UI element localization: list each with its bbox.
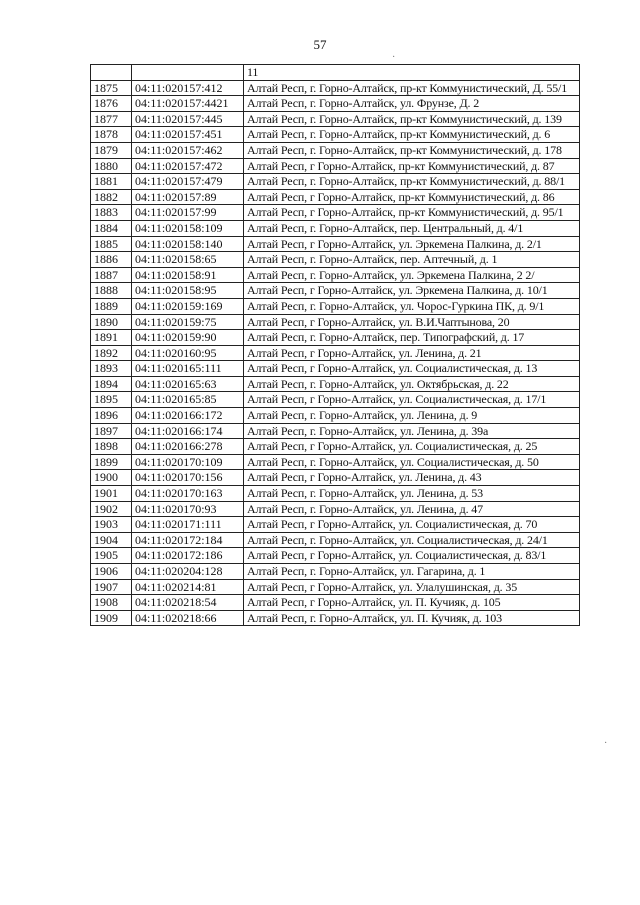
row-number: 1903 bbox=[91, 517, 132, 533]
row-number: 1887 bbox=[91, 267, 132, 283]
table-row bbox=[91, 158, 580, 174]
address: Алтай Респ, г. Горно-Алтайск, пр-кт Коммунистический, д. 88/1 bbox=[244, 174, 580, 190]
row-number: 1896 bbox=[91, 408, 132, 424]
table-row bbox=[91, 564, 580, 580]
address: Алтай Респ, г Горно-Алтайск, ул. Социалистическая, д. 25 bbox=[244, 439, 580, 455]
table-row bbox=[91, 174, 580, 190]
table-row bbox=[91, 298, 580, 314]
cadastral-number: 04:11:020158:91 bbox=[132, 267, 244, 283]
row-number: 1885 bbox=[91, 236, 132, 252]
row-number: 1882 bbox=[91, 189, 132, 205]
row-number: 1907 bbox=[91, 579, 132, 595]
cadastral-number: 04:11:020170:109 bbox=[132, 454, 244, 470]
address: Алтай Респ, г Горно-Алтайск, ул. Ленина, д. 21 bbox=[244, 345, 580, 361]
address: Алтай Респ, г. Горно-Алтайск, ул. Социалистическая, д. 24/1 bbox=[244, 532, 580, 548]
cadastral-number: 04:11:020166:172 bbox=[132, 408, 244, 424]
table-row bbox=[91, 376, 580, 392]
row-number: 1904 bbox=[91, 532, 132, 548]
cadastral-number: 04:11:020165:85 bbox=[132, 392, 244, 408]
table-row bbox=[91, 205, 580, 221]
row-number: 1892 bbox=[91, 345, 132, 361]
address: Алтай Респ, г. Горно-Алтайск, пр-кт Коммунистический, д. 139 bbox=[244, 111, 580, 127]
table-row bbox=[91, 314, 580, 330]
cadastral-number: 04:11:020158:95 bbox=[132, 283, 244, 299]
cadastral-number: 04:11:020158:109 bbox=[132, 220, 244, 236]
table-row bbox=[91, 392, 580, 408]
address: Алтай Респ, г Горно-Алтайск, пр-кт Коммунистический, д. 86 bbox=[244, 189, 580, 205]
cadastral-number: 04:11:020218:66 bbox=[132, 610, 244, 626]
address: Алтай Респ, г. Горно-Алтайск, ул. Ленина, д. 39а bbox=[244, 423, 580, 439]
table-row bbox=[91, 548, 580, 564]
row-number: 1906 bbox=[91, 564, 132, 580]
table-row bbox=[91, 267, 580, 283]
cadastral-number: 04:11:020157:89 bbox=[132, 189, 244, 205]
scan-speck: · bbox=[392, 52, 396, 63]
cadastral-number: 04:11:020159:169 bbox=[132, 298, 244, 314]
address: Алтай Респ, г Горно-Алтайск, ул. Улалушинская, д. 35 bbox=[244, 579, 580, 595]
address: Алтай Респ, г Горно-Алтайск, ул. Социалистическая, д. 70 bbox=[244, 517, 580, 533]
cadastral-number: 04:11:020172:184 bbox=[132, 532, 244, 548]
table-row bbox=[91, 408, 580, 424]
table-row bbox=[91, 439, 580, 455]
row-number: 1902 bbox=[91, 501, 132, 517]
address: Алтай Респ, г Горно-Алтайск, ул. Социалистическая, д. 17/1 bbox=[244, 392, 580, 408]
table-row bbox=[91, 220, 580, 236]
row-number: 1893 bbox=[91, 361, 132, 377]
address: Алтай Респ, г. Горно-Алтайск, пер. Аптечный, д. 1 bbox=[244, 252, 580, 268]
cadastral-number: 04:11:020218:54 bbox=[132, 595, 244, 611]
table-row bbox=[91, 486, 580, 502]
cadastral-number: 04:11:020158:140 bbox=[132, 236, 244, 252]
row-number: 1875 bbox=[91, 80, 132, 96]
cadastral-number: 04:11:020170:156 bbox=[132, 470, 244, 486]
address: Алтай Респ, г Горно-Алтайск, ул. Ленина, д. 43 bbox=[244, 470, 580, 486]
table-row bbox=[91, 454, 580, 470]
row-number: 1881 bbox=[91, 174, 132, 190]
table-row bbox=[91, 345, 580, 361]
cadastral-number: 04:11:020166:278 bbox=[132, 439, 244, 455]
address: Алтай Респ, г. Горно-Алтайск, ул. Ленина, д. 47 bbox=[244, 501, 580, 517]
table-row bbox=[91, 361, 580, 377]
table-row bbox=[91, 189, 580, 205]
address: Алтай Респ, г. Горно-Алтайск, ул. П. Кучияк, д. 103 bbox=[244, 610, 580, 626]
table-row bbox=[91, 610, 580, 626]
address: Алтай Респ, г. Горно-Алтайск, пр-кт Коммунистический, Д. 55/1 bbox=[244, 80, 580, 96]
table-row bbox=[91, 532, 580, 548]
table-row bbox=[91, 423, 580, 439]
page-number: 57 bbox=[313, 37, 327, 52]
address: Алтай Респ, г. Горно-Алтайск, пр-кт Коммунистический, д. 6 bbox=[244, 127, 580, 143]
address: Алтай Респ, г. Горно-Алтайск, ул. Чорос-Гуркина ПК, д. 9/1 bbox=[244, 298, 580, 314]
row-number bbox=[91, 65, 132, 81]
address: Алтай Респ, г. Горно-Алтайск, ул. Гагарина, д. 1 bbox=[244, 564, 580, 580]
row-number: 1889 bbox=[91, 298, 132, 314]
table-row bbox=[91, 330, 580, 346]
address: Алтай Респ, г. Горно-Алтайск, пр-кт Коммунистический, д. 178 bbox=[244, 142, 580, 158]
table-row bbox=[91, 236, 580, 252]
address: Алтай Респ, г. Горно-Алтайск, ул. Октябрьская, д. 22 bbox=[244, 376, 580, 392]
row-number: 1908 bbox=[91, 595, 132, 611]
table-row bbox=[91, 65, 580, 81]
cadastral-number: 04:11:020166:174 bbox=[132, 423, 244, 439]
table-row bbox=[91, 470, 580, 486]
row-number: 1879 bbox=[91, 142, 132, 158]
row-number: 1880 bbox=[91, 158, 132, 174]
row-number: 1899 bbox=[91, 454, 132, 470]
address: Алтай Респ, г. Горно-Алтайск, пер. Центральный, д. 4/1 bbox=[244, 220, 580, 236]
row-number: 1878 bbox=[91, 127, 132, 143]
cadastral-number: 04:11:020170:93 bbox=[132, 501, 244, 517]
cadastral-number: 04:11:020157:4421 bbox=[132, 96, 244, 112]
row-number: 1895 bbox=[91, 392, 132, 408]
cadastral-number: 04:11:020204:128 bbox=[132, 564, 244, 580]
address: Алтай Респ, г Горно-Алтайск, пр-кт Коммунистический, д. 87 bbox=[244, 158, 580, 174]
row-number: 1905 bbox=[91, 548, 132, 564]
table-row bbox=[91, 127, 580, 143]
cadastral-number: 04:11:020159:75 bbox=[132, 314, 244, 330]
row-number: 1884 bbox=[91, 220, 132, 236]
cadastral-number: 04:11:020165:63 bbox=[132, 376, 244, 392]
address: Алтай Респ, г. Горно-Алтайск, ул. Эркемена Палкина, 2 2/ bbox=[244, 267, 580, 283]
cadastral-number: 04:11:020157:462 bbox=[132, 142, 244, 158]
address: Алтай Респ, г Горно-Алтайск, ул. Социалистическая, д. 13 bbox=[244, 361, 580, 377]
scan-speck: · bbox=[604, 738, 608, 749]
table-row bbox=[91, 517, 580, 533]
cadastral-number: 04:11:020157:472 bbox=[132, 158, 244, 174]
table-row bbox=[91, 501, 580, 517]
table-row bbox=[91, 252, 580, 268]
cadastral-number: 04:11:020159:90 bbox=[132, 330, 244, 346]
row-number: 1894 bbox=[91, 376, 132, 392]
table-row bbox=[91, 111, 580, 127]
row-number: 1890 bbox=[91, 314, 132, 330]
address: Алтай Респ, г. Горно-Алтайск, ул. Ленина, д. 53 bbox=[244, 486, 580, 502]
address: Алтай Респ, г. Горно-Алтайск, ул. Ленина, д. 9 bbox=[244, 408, 580, 424]
cadastral-number: 04:11:020214:81 bbox=[132, 579, 244, 595]
row-number: 1909 bbox=[91, 610, 132, 626]
table-row bbox=[91, 142, 580, 158]
table-row bbox=[91, 96, 580, 112]
table-row bbox=[91, 579, 580, 595]
table-row bbox=[91, 80, 580, 96]
cadastral-number: 04:11:020157:451 bbox=[132, 127, 244, 143]
cadastral-number bbox=[132, 65, 244, 81]
property-registry-table bbox=[90, 64, 580, 626]
table-row bbox=[91, 595, 580, 611]
address: Алтай Респ, г Горно-Алтайск, ул. В.И.Чаптынова, 20 bbox=[244, 314, 580, 330]
cadastral-number: 04:11:020157:412 bbox=[132, 80, 244, 96]
row-number: 1888 bbox=[91, 283, 132, 299]
row-number: 1891 bbox=[91, 330, 132, 346]
row-number: 1883 bbox=[91, 205, 132, 221]
row-number: 1876 bbox=[91, 96, 132, 112]
row-number: 1886 bbox=[91, 252, 132, 268]
address: 11 bbox=[244, 65, 580, 81]
cadastral-number: 04:11:020157:445 bbox=[132, 111, 244, 127]
address: Алтай Респ, г Горно-Алтайск, ул. Социалистическая, д. 83/1 bbox=[244, 548, 580, 564]
address: Алтай Респ, г Горно-Алтайск, ул. Эркемена Палкина, д. 10/1 bbox=[244, 283, 580, 299]
address: Алтай Респ, г. Горно-Алтайск, ул. Фрунзе, Д. 2 bbox=[244, 96, 580, 112]
row-number: 1900 bbox=[91, 470, 132, 486]
address: Алтай Респ, г. Горно-Алтайск, ул. Социалистическая, д. 50 bbox=[244, 454, 580, 470]
cadastral-number: 04:11:020170:163 bbox=[132, 486, 244, 502]
cadastral-number: 04:11:020160:95 bbox=[132, 345, 244, 361]
cadastral-number: 04:11:020157:99 bbox=[132, 205, 244, 221]
cadastral-number: 04:11:020158:65 bbox=[132, 252, 244, 268]
address: Алтай Респ, г. Горно-Алтайск, пер. Типографский, д. 17 bbox=[244, 330, 580, 346]
address: Алтай Респ, г Горно-Алтайск, ул. П. Кучияк, д. 105 bbox=[244, 595, 580, 611]
row-number: 1877 bbox=[91, 111, 132, 127]
address: Алтай Респ, г Горно-Алтайск, ул. Эркемена Палкина, д. 2/1 bbox=[244, 236, 580, 252]
address: Алтай Респ, г Горно-Алтайск, пр-кт Коммунистический, д. 95/1 bbox=[244, 205, 580, 221]
row-number: 1901 bbox=[91, 486, 132, 502]
cadastral-number: 04:11:020157:479 bbox=[132, 174, 244, 190]
table-body bbox=[91, 65, 580, 626]
cadastral-number: 04:11:020171:111 bbox=[132, 517, 244, 533]
row-number: 1898 bbox=[91, 439, 132, 455]
cadastral-number: 04:11:020172:186 bbox=[132, 548, 244, 564]
table-row bbox=[91, 283, 580, 299]
row-number: 1897 bbox=[91, 423, 132, 439]
cadastral-number: 04:11:020165:111 bbox=[132, 361, 244, 377]
